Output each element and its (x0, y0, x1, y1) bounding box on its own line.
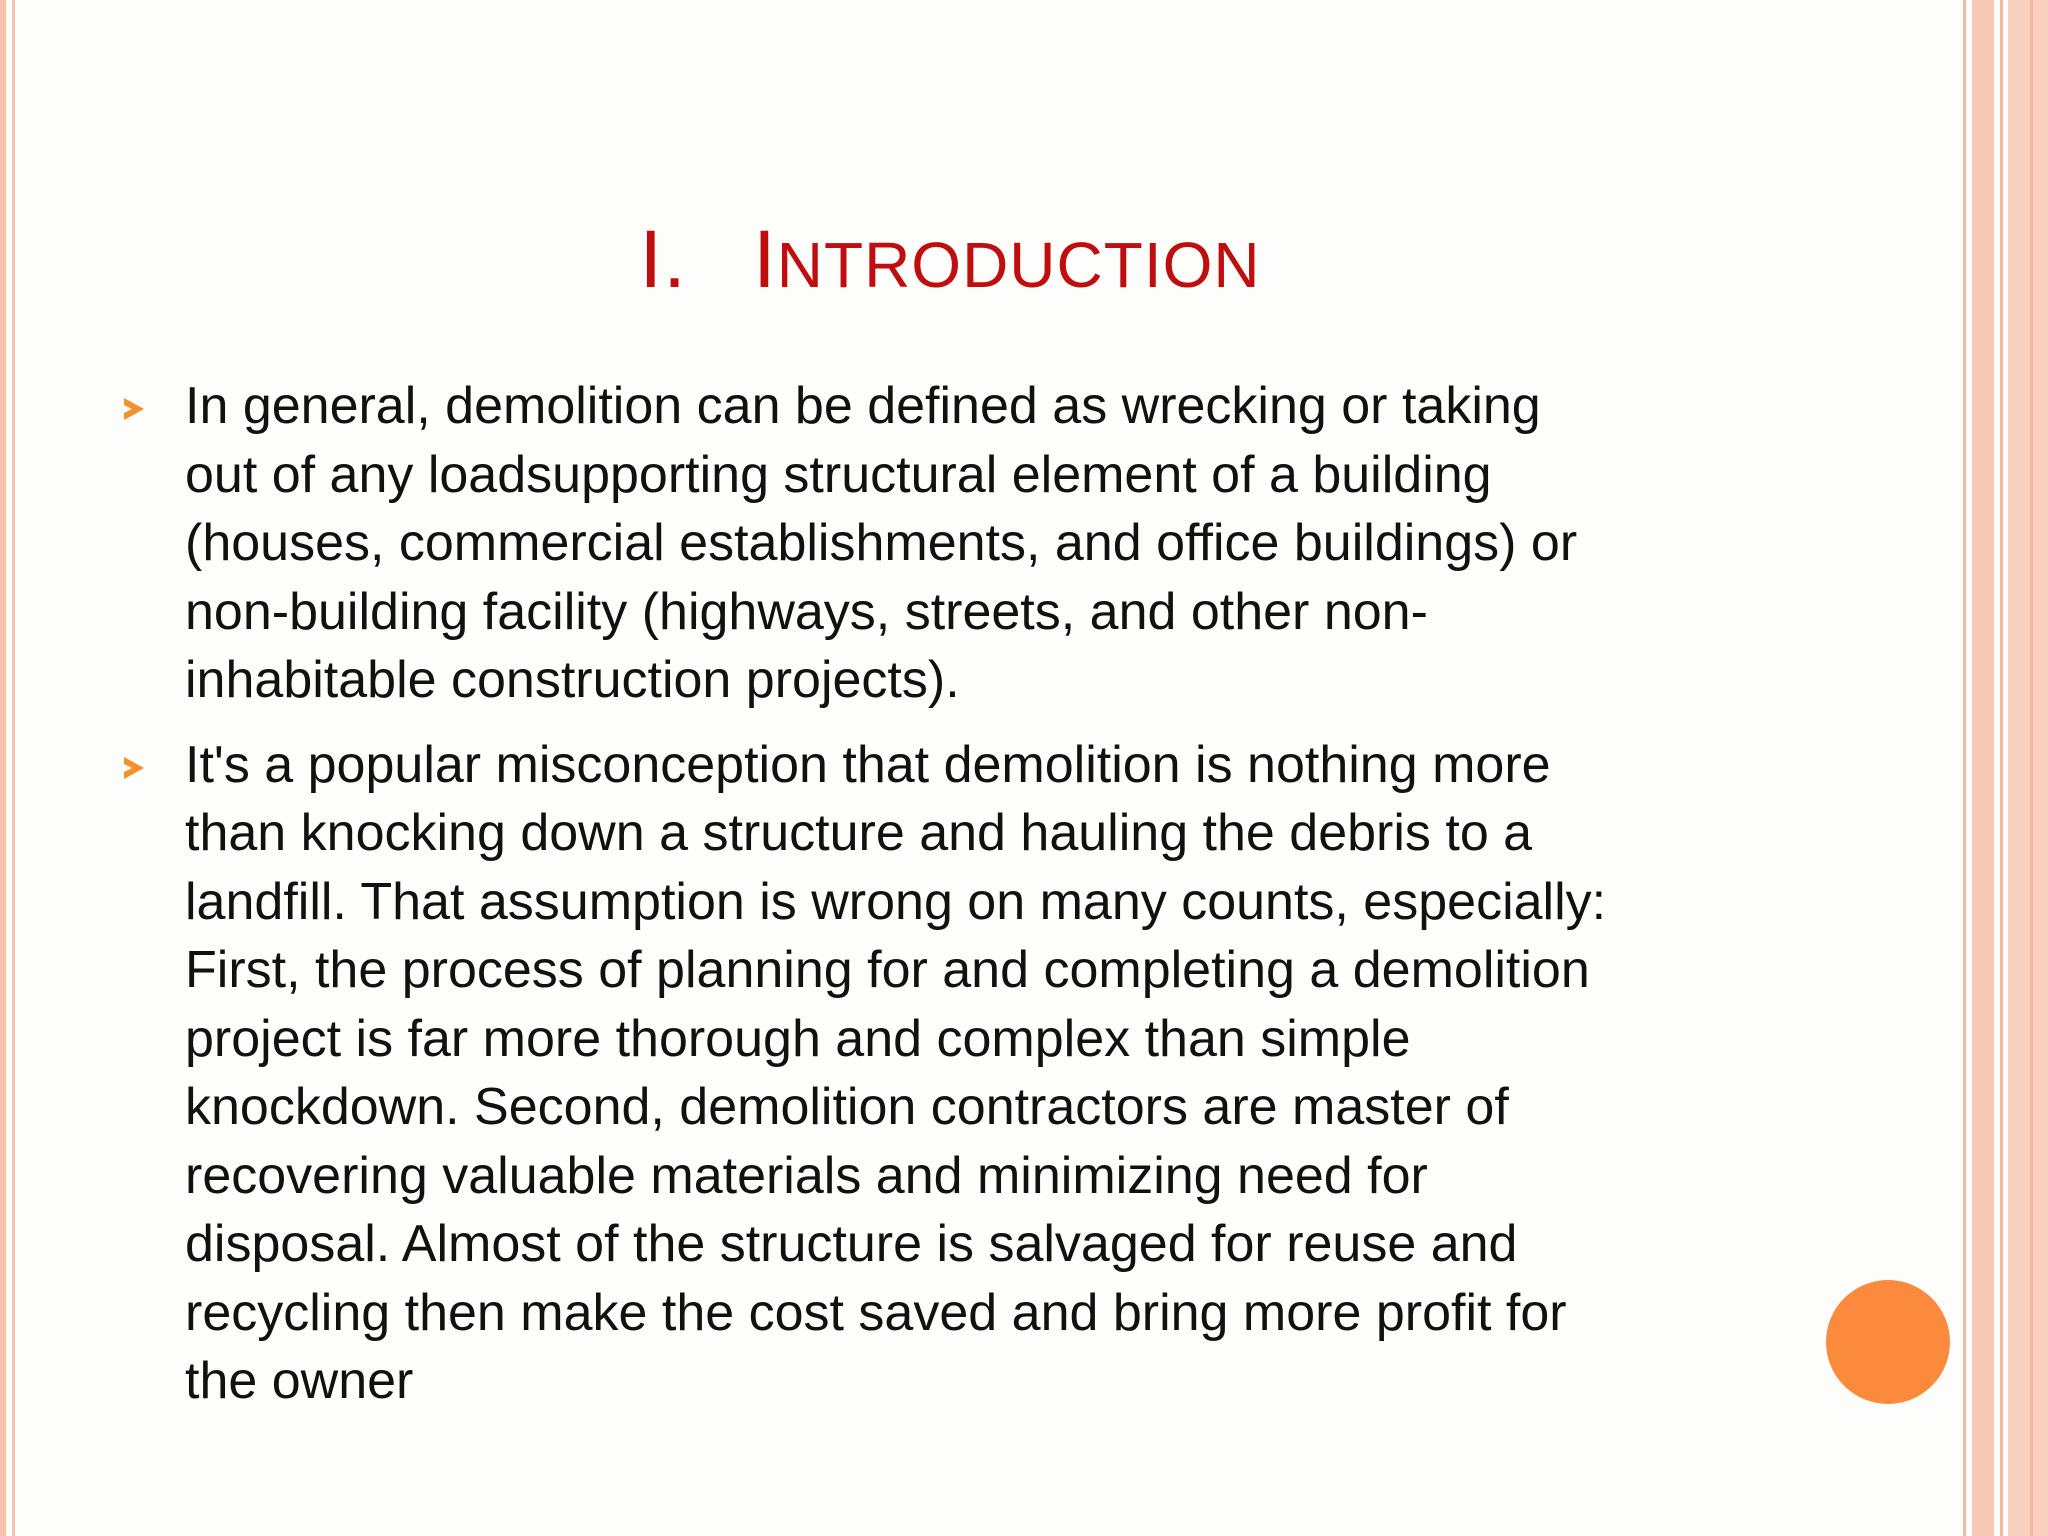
title-number: I. (639, 214, 687, 305)
bullet-line: project is far more thorough and complex than simple (185, 1009, 1411, 1068)
bullet-line: recovering valuable materials and minimizing need for (185, 1146, 1428, 1205)
right-border-band (2008, 0, 2048, 1536)
arrow-bullet-icon (124, 757, 144, 779)
bullet-line: non-building facility (highways, streets, and other non- (185, 582, 1428, 641)
bullet-item (0, 372, 1800, 715)
bullet-line: disposal. Almost of the structure is salvaged for reuse and (185, 1215, 1518, 1273)
bullet-line: It's a popular misconception that demolition is nothing more (185, 735, 1551, 794)
bullet-list (0, 372, 1800, 1432)
bullet-line: In general, demolition can be defined as wrecking or taking (185, 377, 1541, 435)
title-first-letter: I (752, 214, 777, 305)
decorative-circle (1826, 1280, 1950, 1404)
bullet-item (0, 731, 1800, 1416)
right-border-line (1963, 0, 1966, 1536)
bullet-line: landfill. That assumption is wrong on many counts, especially: (185, 872, 1607, 931)
right-border-line (2000, 0, 2003, 1536)
bullet-line: knockdown. Second, demolition contractors are master of (185, 1078, 1509, 1136)
bullet-line: out of any loadsupporting structural element of a building (185, 445, 1492, 504)
bullet-line: recycling then make the cost saved and bring more profit for (185, 1283, 1567, 1342)
right-border-line (2030, 0, 2033, 1536)
title-rest: NTRODUCTION (776, 229, 1261, 301)
arrow-bullet-icon (124, 398, 144, 420)
bullet-line: First, the process of planning for and completing a demolition (185, 941, 1590, 999)
bullet-line: inhabitable construction projects). (185, 651, 960, 709)
bullet-line: than knocking down a structure and hauling the debris to a (185, 804, 1533, 862)
bullet-line: (houses, commercial establishments, and office buildings) or (185, 514, 1578, 572)
right-border-band (1972, 0, 1994, 1536)
slide-title (0, 212, 1900, 313)
bullet-line: the owner (185, 1352, 414, 1410)
